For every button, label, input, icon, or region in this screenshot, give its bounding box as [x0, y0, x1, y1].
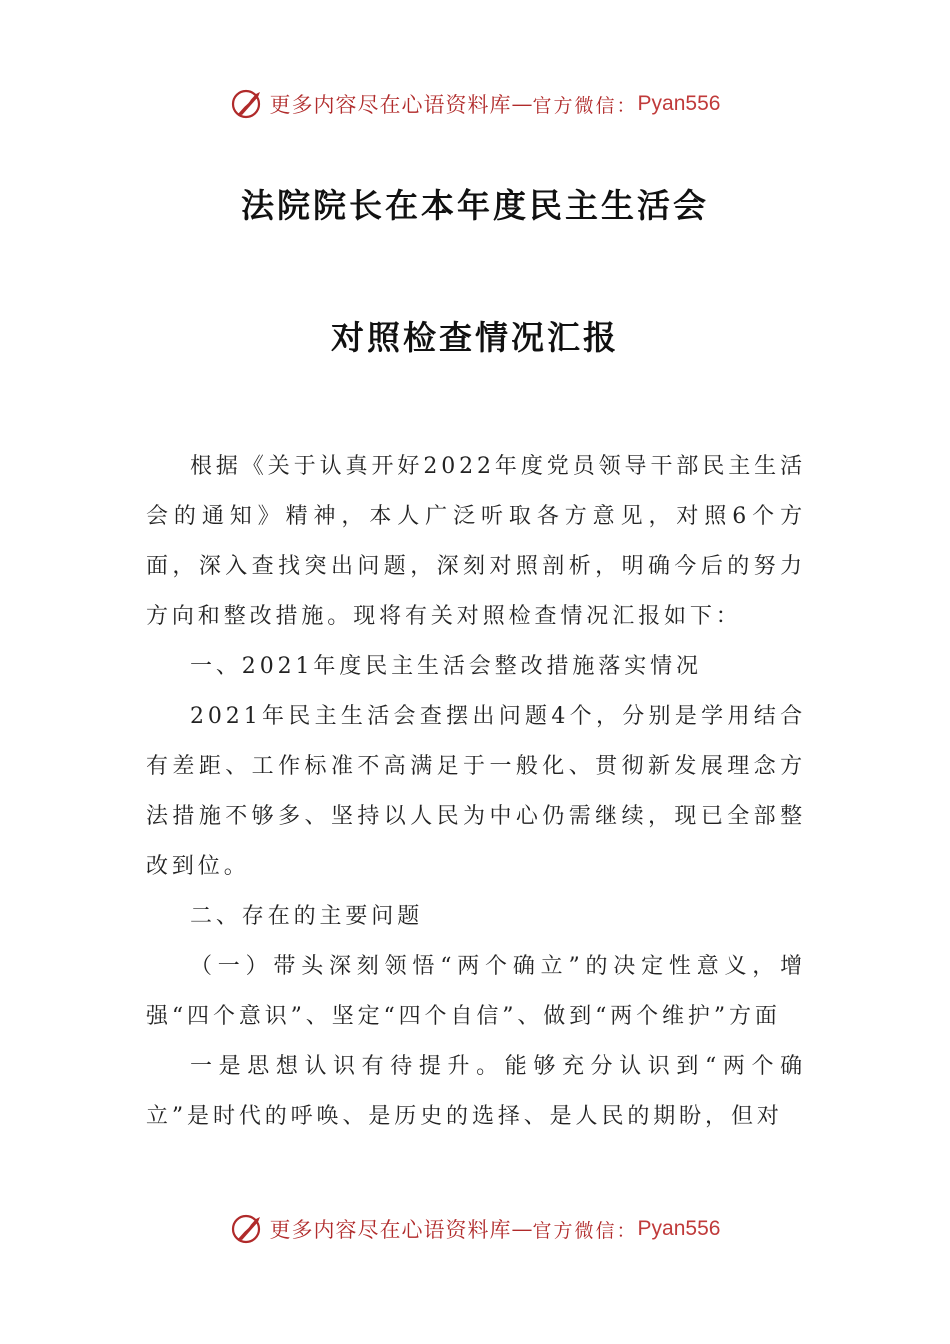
document-body [146, 442, 806, 1142]
header-banner [0, 86, 950, 122]
paragraph-section-1: 2021年民主生活会查摆出问题4个，分别是学用结合有差距、工作标准不高满足于一般化、贯彻新发展理念方法措施不够多、坚持以人民为中心仍需继续，现已全部整改到位。 [146, 704, 806, 879]
banner-wechat-id: Pyan556 [637, 92, 721, 115]
paragraph-intro: 根据《关于认真开好2022年度党员领导干部民主生活会的通知》精神，本人广泛听取各方意见，对照6个方面，深入查找突出问题，深刻对照剖析，明确今后的努力方向和整改措施。现将有关对照检查情况汇报如下： [146, 454, 806, 629]
heading-section-2: 二、存在的主要问题 [190, 904, 424, 929]
subheading-1: （一）带头深刻领悟“两个确立”的决定性意义，增强“四个意识”、坚定“四个自信”、做到“两个维护”方面 [146, 954, 806, 1029]
banner-official-label: 官方微信： [532, 1219, 638, 1242]
document-title: 法院院长在本年度民主生活会 [241, 186, 709, 225]
quill-logo-icon [230, 1211, 266, 1247]
paragraph-point-1: 一是思想认识有待提升。能够充分认识到“两个确立”是时代的呼唤、是历史的选择、是人民的期盼，但对 [146, 1054, 806, 1129]
banner-slogan: 更多内容尽在心语资料库 [269, 1218, 512, 1242]
quill-logo-icon [230, 86, 266, 122]
banner-dash: — [511, 1217, 533, 1241]
banner-slogan: 更多内容尽在心语资料库 [269, 93, 512, 117]
banner-dash: — [511, 92, 533, 116]
banner-wechat-id: Pyan556 [637, 1217, 721, 1240]
document-subtitle: 对照检查情况汇报 [331, 318, 619, 357]
heading-section-1: 一、2021年度民主生活会整改措施落实情况 [190, 654, 702, 679]
banner-official-label: 官方微信： [532, 94, 638, 117]
footer-banner [0, 1211, 950, 1247]
